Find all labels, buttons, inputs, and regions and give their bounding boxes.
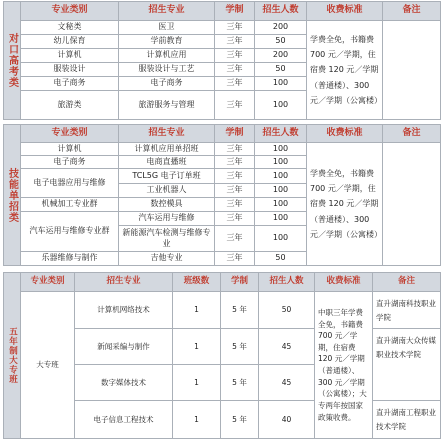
cell-count: 40 <box>259 401 315 439</box>
header-count: 招生人数 <box>255 125 307 143</box>
cell-count: 50 <box>255 252 307 266</box>
header-category: 专业类别 <box>21 273 75 292</box>
header-major: 招生专业 <box>119 125 215 143</box>
cell-years: 三年 <box>215 49 255 63</box>
cell-category: 幼儿保育 <box>21 35 119 49</box>
cell-major: 电子商务 <box>119 77 215 91</box>
cell-major: 数字媒体技术 <box>75 365 173 401</box>
cell-years: 三年 <box>215 91 255 120</box>
cell-classes: 1 <box>173 292 221 329</box>
table-row <box>4 21 441 35</box>
side-label-duikou: 对口高考类 <box>4 2 21 120</box>
cell-note: 直升湖南工程职业技术学院 <box>373 401 441 439</box>
cell-category: 计算机 <box>21 49 119 63</box>
cell-fee: 学费全免，书籍费 700 元／学期，住宿费 120 元／学期（普通楼）、300 元／学期（公寓楼） <box>307 21 383 120</box>
cell-count: 50 <box>259 292 315 329</box>
cell-category: 电子电器应用与维修 <box>21 169 119 198</box>
header-major: 招生专业 <box>119 2 215 21</box>
cell-category: 服装设计 <box>21 63 119 77</box>
cell-count: 100 <box>255 184 307 198</box>
cell-major: 新闻采编与制作 <box>75 329 173 365</box>
header-major: 招生专业 <box>75 273 173 292</box>
cell-fee: 中职三年学费全免，书籍费 700 元／学期，住宿费 120 元／学期（普通楼）、300 元／学期（公寓楼）；大专两年按国家政策收费。 <box>315 292 373 439</box>
cell-count: 50 <box>255 35 307 49</box>
table-wunianzhi-dazhuan <box>3 272 440 439</box>
header-years: 学制 <box>215 2 255 21</box>
cell-category: 大专班 <box>21 292 75 439</box>
header-note: 备注 <box>373 273 441 292</box>
cell-major: 计算机应用 <box>119 49 215 63</box>
cell-count: 50 <box>255 63 307 77</box>
cell-years: 三年 <box>215 77 255 91</box>
table-jineng-danzhao <box>3 124 440 266</box>
cell-major: 计算机应用单招班 <box>119 143 215 156</box>
header-count: 招生人数 <box>259 273 315 292</box>
cell-category: 乐器维修与制作 <box>21 252 119 266</box>
side-label-jineng: 技能单招类 <box>4 125 21 266</box>
cell-major: 新能源汽车检测与维修专业 <box>119 226 215 252</box>
cell-classes: 1 <box>173 329 221 365</box>
cell-years: 5 年 <box>221 292 259 329</box>
cell-years: 三年 <box>215 21 255 35</box>
cell-years: 5 年 <box>221 365 259 401</box>
cell-years: 三年 <box>215 35 255 49</box>
header-count: 招生人数 <box>255 2 307 21</box>
cell-years: 5 年 <box>221 401 259 439</box>
cell-years: 三年 <box>215 156 255 169</box>
table-row <box>4 143 441 156</box>
header-fee: 收费标准 <box>307 125 383 143</box>
header-category: 专业类别 <box>21 2 119 21</box>
table-row <box>4 292 441 329</box>
cell-years: 三年 <box>215 169 255 184</box>
cell-years: 三年 <box>215 184 255 198</box>
cell-count: 45 <box>259 365 315 401</box>
cell-years: 三年 <box>215 212 255 226</box>
cell-years: 三年 <box>215 198 255 212</box>
cell-years: 5 年 <box>221 329 259 365</box>
header-fee: 收费标准 <box>307 2 383 21</box>
cell-years: 三年 <box>215 252 255 266</box>
cell-major: 旅游服务与管理 <box>119 91 215 120</box>
cell-major: 医卫 <box>119 21 215 35</box>
header-note: 备注 <box>383 125 441 143</box>
cell-classes: 1 <box>173 401 221 439</box>
cell-classes: 1 <box>173 365 221 401</box>
cell-count: 100 <box>255 77 307 91</box>
cell-count: 100 <box>255 156 307 169</box>
table-duikou-gaokao <box>3 1 440 120</box>
cell-count: 100 <box>255 212 307 226</box>
cell-major: 吉他专业 <box>119 252 215 266</box>
cell-major: 服装设计与工艺 <box>119 63 215 77</box>
cell-count: 100 <box>255 91 307 120</box>
header-fee: 收费标准 <box>315 273 373 292</box>
cell-fee: 学费全免，书籍费 700 元／学期，住宿费 120 元／学期（普通楼）、300 元／学期（公寓楼） <box>307 143 383 266</box>
cell-major: 计算机网络技术 <box>75 292 173 329</box>
cell-years: 三年 <box>215 63 255 77</box>
cell-category: 汽车运用与维修专业群 <box>21 212 119 252</box>
cell-count: 200 <box>255 21 307 35</box>
header-category: 专业类别 <box>21 125 119 143</box>
header-note: 备注 <box>383 2 441 21</box>
cell-category: 文秘类 <box>21 21 119 35</box>
header-classes: 班级数 <box>173 273 221 292</box>
side-label-wunianzhi: 五年制大专班 <box>4 273 21 439</box>
cell-major: 汽车运用与维修 <box>119 212 215 226</box>
cell-category: 电子商务 <box>21 77 119 91</box>
cell-major: 工业机器人 <box>119 184 215 198</box>
cell-note: 直升湖南科技职业学院 <box>373 292 441 329</box>
cell-major: 学前教育 <box>119 35 215 49</box>
cell-count: 100 <box>255 226 307 252</box>
cell-major: 电子信息工程技术 <box>75 401 173 439</box>
cell-count: 100 <box>255 169 307 184</box>
cell-years: 三年 <box>215 226 255 252</box>
cell-major: 数控模具 <box>119 198 215 212</box>
cell-major: TCL5G 电子订单班 <box>119 169 215 184</box>
cell-years: 三年 <box>215 143 255 156</box>
header-years: 学制 <box>221 273 259 292</box>
cell-count: 100 <box>255 143 307 156</box>
header-years: 学制 <box>215 125 255 143</box>
cell-category: 机械加工专业群 <box>21 198 119 212</box>
cell-note: 直升湖南大众传媒职业技术学院 <box>373 329 441 401</box>
cell-count: 100 <box>255 198 307 212</box>
cell-note <box>383 143 441 266</box>
cell-category: 旅游类 <box>21 91 119 120</box>
cell-count: 200 <box>255 49 307 63</box>
cell-count: 45 <box>259 329 315 365</box>
cell-major: 电商直播班 <box>119 156 215 169</box>
cell-note <box>383 21 441 120</box>
cell-category: 计算机 <box>21 143 119 156</box>
cell-category: 电子商务 <box>21 156 119 169</box>
